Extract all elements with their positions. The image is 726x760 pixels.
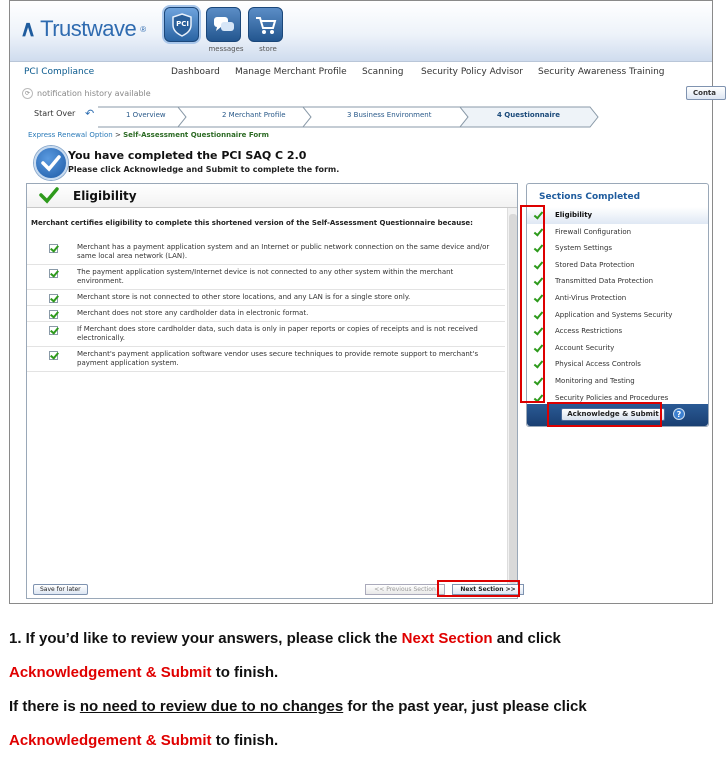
scrollbar[interactable] xyxy=(507,208,517,594)
history-icon: ⟳ xyxy=(22,88,33,99)
store-caption: store xyxy=(259,45,277,53)
section-item-anti-virus-protection[interactable] xyxy=(527,290,708,307)
section-check-icon xyxy=(534,243,544,253)
instruction-text: 1. If you’d like to review your answers, please click the xyxy=(9,630,402,647)
criterion-text: If Merchant does store cardholder data, such data is only in paper reports or copies of receipts and is not received electronically. xyxy=(77,325,478,342)
criterion-text: Merchant has a payment application system and an Internet or public network connection on the same device and/or same local area network (LAN). xyxy=(77,243,490,260)
breadcrumb-separator: > xyxy=(114,131,121,139)
criterion-text: Merchant's payment application software vendor uses secure techniques to provide remote support to merchant's payment application system. xyxy=(77,350,479,367)
store-tile-button[interactable] xyxy=(248,7,283,42)
instruction-highlight: Next Section xyxy=(401,630,493,647)
section-label: Transmitted Data Protection xyxy=(555,277,654,286)
main-nav xyxy=(10,62,712,82)
criterion-checkbox[interactable] xyxy=(49,351,58,360)
trustwave-logo[interactable] xyxy=(20,16,146,42)
logo-mark-icon: ∧ xyxy=(20,16,37,41)
step-merchant-profile[interactable]: 2 Merchant Profile xyxy=(222,111,286,119)
nav-item-security-policy-advisor[interactable]: Security Policy Advisor xyxy=(421,67,524,77)
messages-tile-button[interactable] xyxy=(206,7,241,42)
section-check-icon xyxy=(534,292,544,302)
step-questionnaire[interactable]: 4 Questionnaire xyxy=(497,111,560,119)
nav-item-security-awareness-training[interactable]: Security Awareness Training xyxy=(538,67,665,77)
save-for-later-button[interactable]: Save for later xyxy=(33,584,88,595)
step-business-environment[interactable]: 3 Business Environment xyxy=(347,111,432,119)
section-check-icon xyxy=(534,226,544,236)
instructions xyxy=(9,622,709,758)
acknowledge-submit-button[interactable]: Acknowledge & Submit xyxy=(561,408,665,421)
pci-tile-button[interactable] xyxy=(164,7,199,42)
eligibility-intro: Merchant certifies eligibility to complete this shortened version of the Self-Assessment Questionnaire because: xyxy=(31,219,473,227)
sections-panel-footer xyxy=(527,404,708,426)
chat-bubbles-icon xyxy=(213,15,235,35)
instruction-text: to finish. xyxy=(211,664,279,681)
logo-registered: ® xyxy=(140,24,147,34)
section-item-account-security[interactable] xyxy=(527,340,708,357)
instruction-highlight: Acknowledgement & Submit xyxy=(9,664,212,681)
next-section-button[interactable]: Next Section >> xyxy=(452,584,524,595)
eligibility-title: Eligibility xyxy=(73,189,137,203)
sections-completed-panel xyxy=(526,183,709,427)
section-check-icon xyxy=(534,342,544,352)
section-item-system-settings[interactable] xyxy=(527,240,708,257)
section-label: Security Policies and Procedures xyxy=(555,393,669,402)
section-check-icon xyxy=(534,259,544,269)
section-label: Monitoring and Testing xyxy=(555,376,635,385)
criterion-checkbox[interactable] xyxy=(49,244,58,253)
section-check-icon xyxy=(534,375,544,385)
step-overview[interactable]: 1 Overview xyxy=(126,111,166,119)
questionnaire-panel xyxy=(26,183,518,599)
start-over-link[interactable]: Start Over xyxy=(34,109,76,118)
scrollbar-thumb[interactable] xyxy=(509,214,517,584)
section-item-transmitted-data-protection[interactable] xyxy=(527,273,708,290)
instruction-line-4 xyxy=(9,724,709,758)
help-icon[interactable]: ? xyxy=(673,408,685,420)
sections-completed-title: Sections Completed xyxy=(539,192,641,202)
section-check-icon xyxy=(534,392,544,402)
section-item-monitoring-testing[interactable] xyxy=(527,373,708,390)
section-label: Account Security xyxy=(555,343,615,352)
messages-caption: messages xyxy=(208,45,244,53)
criterion-text: The payment application system/Internet device is not connected to any other system within the merchant environment. xyxy=(77,268,454,285)
wizard-steps xyxy=(30,107,610,125)
nav-item-scanning[interactable]: Scanning xyxy=(362,67,404,77)
section-check-icon xyxy=(534,276,544,286)
criterion-checkbox[interactable] xyxy=(49,269,58,278)
top-bar xyxy=(10,1,712,62)
criterion-row xyxy=(27,240,505,265)
eligibility-header xyxy=(27,184,517,208)
nav-item-dashboard[interactable]: Dashboard xyxy=(171,67,220,77)
instruction-line-1 xyxy=(9,622,709,656)
criterion-text: Merchant store is not connected to other store locations, and any LAN is for a single store only. xyxy=(77,293,411,301)
nav-brand[interactable]: PCI Compliance xyxy=(24,67,95,77)
section-label: Anti-Virus Protection xyxy=(555,293,627,302)
notification-text: notification history available xyxy=(37,88,151,98)
section-label: System Settings xyxy=(555,244,613,253)
instruction-text: If there is xyxy=(9,698,80,715)
breadcrumb xyxy=(28,131,269,139)
instruction-line-3 xyxy=(9,690,709,724)
green-check-icon xyxy=(39,186,59,204)
instruction-text: for the past year, just please click xyxy=(343,698,587,715)
section-label: Firewall Configuration xyxy=(555,227,632,236)
criterion-row xyxy=(27,347,505,372)
shopping-cart-icon xyxy=(255,15,277,35)
section-item-firewall-configuration[interactable] xyxy=(527,224,708,241)
section-item-eligibility[interactable] xyxy=(527,207,708,224)
section-label: Access Restrictions xyxy=(555,327,623,336)
criterion-row xyxy=(27,265,505,290)
section-item-physical-access-controls[interactable] xyxy=(527,356,708,373)
criterion-checkbox[interactable] xyxy=(49,310,58,319)
section-check-icon xyxy=(534,326,544,336)
breadcrumb-link[interactable]: Express Renewal Option xyxy=(28,131,113,139)
section-label: Physical Access Controls xyxy=(555,360,641,369)
criterion-row xyxy=(27,306,505,322)
nav-item-manage-merchant-profile[interactable]: Manage Merchant Profile xyxy=(235,67,347,77)
pci-tile-label: PCI xyxy=(176,20,189,28)
section-check-icon xyxy=(534,209,544,219)
eligibility-criteria-list xyxy=(27,240,505,372)
instruction-underline: no need to review due to no changes xyxy=(79,698,344,715)
instruction-line-2 xyxy=(9,656,709,690)
section-label: Application and Systems Security xyxy=(555,310,673,319)
contact-button[interactable]: Conta xyxy=(686,86,726,100)
instruction-text: and click xyxy=(492,630,561,647)
completion-subtitle: Please click Acknowledge and Submit to complete the form. xyxy=(68,165,340,174)
notification-history[interactable] xyxy=(22,85,151,101)
undo-icon[interactable]: ↶ xyxy=(85,107,95,120)
instruction-highlight: Acknowledgement & Submit xyxy=(9,732,212,749)
criterion-checkbox[interactable] xyxy=(49,294,58,303)
breadcrumb-current: Self-Assessment Questionnaire Form xyxy=(123,131,269,139)
criterion-text: Merchant does not store any cardholder data in electronic format. xyxy=(77,309,309,317)
section-item-application-systems-security[interactable] xyxy=(527,307,708,324)
completion-title: You have completed the PCI SAQ C 2.0 xyxy=(68,149,307,162)
section-check-icon xyxy=(534,359,544,369)
completed-check-icon xyxy=(34,146,68,180)
app-screenshot xyxy=(9,0,716,604)
section-label: Stored Data Protection xyxy=(555,260,635,269)
section-check-icon xyxy=(534,309,544,319)
sections-list xyxy=(527,207,708,406)
section-label: Eligibility xyxy=(555,211,593,219)
criterion-checkbox[interactable] xyxy=(49,326,58,335)
criterion-row xyxy=(27,290,505,306)
section-item-stored-data-protection[interactable] xyxy=(527,257,708,274)
section-item-access-restrictions[interactable] xyxy=(527,323,708,340)
previous-section-button[interactable]: << Previous Section xyxy=(365,584,445,595)
instruction-text: to finish. xyxy=(211,732,279,749)
criterion-row xyxy=(27,322,505,347)
logo-text: Trustwave xyxy=(40,16,137,41)
